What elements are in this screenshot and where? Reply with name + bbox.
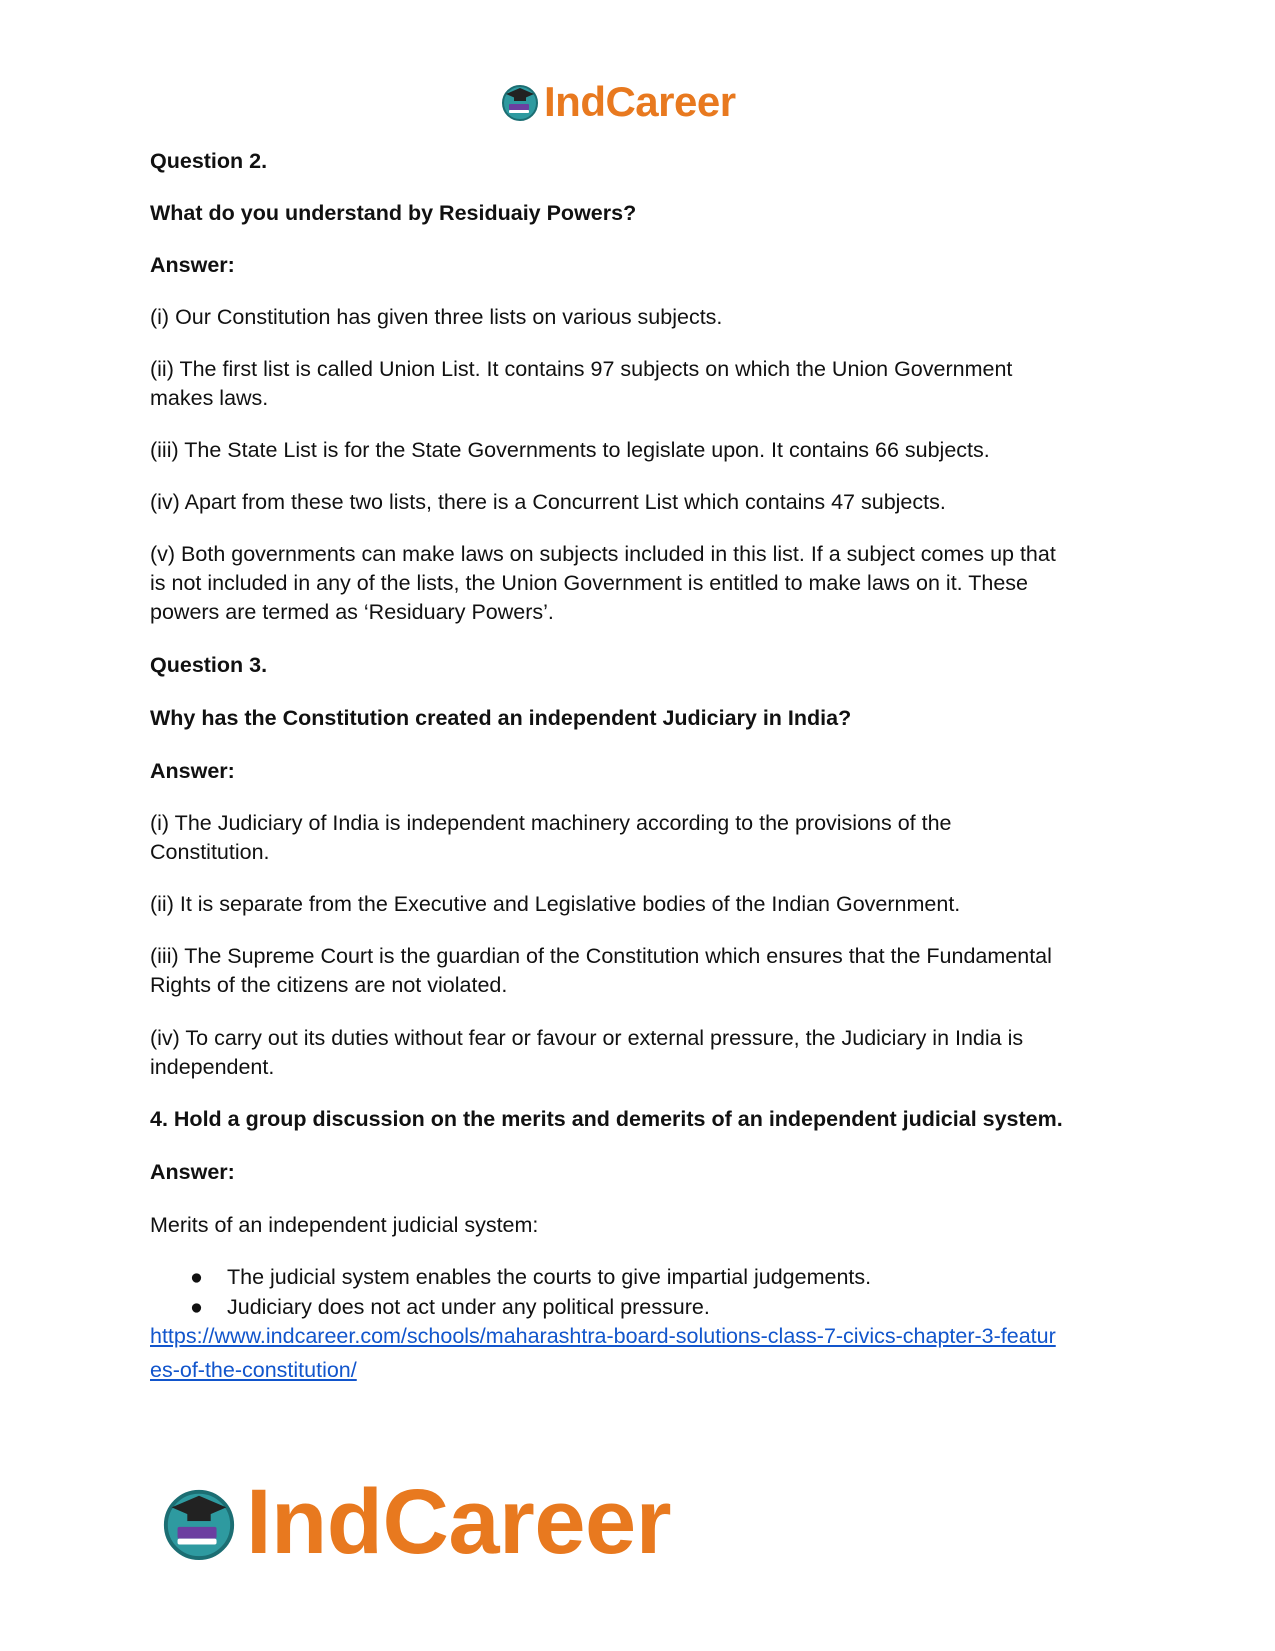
q3-answer-point-1-line-1: (i) The Judiciary of India is independent machinery according to the provisions of the [150,811,952,835]
question-4-answer-label: Answer: [150,1160,235,1184]
q3-answer-point-3-line-2: Rights of the citizens are not violated. [150,973,508,997]
q4-merits-intro: Merits of an independent judicial system: [150,1213,539,1237]
list-item-text: Judiciary does not act under any political pressure. [226,1295,710,1319]
q3-answer-point-4-line-1: (iv) To carry out its duties without fear or favour or external pressure, the Judiciary in India is [150,1026,1024,1050]
bullet-icon: ● [190,1265,203,1289]
q2-answer-point-4: (iv) Apart from these two lists, there is a Concurrent List which contains 47 subjects. [150,490,946,514]
q3-answer-point-1-line-2: Constitution. [150,840,270,864]
source-link-line-2[interactable]: es-of-the-constitution/ [150,1358,357,1382]
q3-answer-point-4-line-2: independent. [150,1055,275,1079]
logo-text: IndCareer [246,1471,671,1573]
list-item-text: The judicial system enables the courts to give impartial judgements. [226,1265,872,1289]
source-link-line-1[interactable]: https://www.indcareer.com/schools/maharashtra-board-solutions-class-7-civics-chapter-3-featur [150,1324,1056,1348]
q2-answer-point-2-line-2: makes laws. [150,386,269,410]
logo-text: IndCareer [544,78,736,125]
q3-answer-point-3-line-1: (iii) The Supreme Court is the guardian of the Constitution which ensures that the Fundamental [150,944,1052,968]
question-2-answer-label: Answer: [150,253,235,277]
list-item [190,1292,710,1323]
graduation-cap-book-globe-icon [500,82,540,122]
question-4-heading: 4. Hold a group discussion on the merits and demerits of an independent judicial system. [150,1107,1063,1131]
bullet-icon: ● [190,1295,203,1319]
q2-answer-point-3: (iii) The State List is for the State Governments to legislate upon. It contains 66 subjects. [150,438,990,462]
question-2-text: What do you understand by Residuaiy Powers? [150,201,637,225]
list-item [190,1262,871,1293]
q3-answer-point-2: (ii) It is separate from the Executive and Legislative bodies of the Indian Government. [150,892,961,916]
q2-answer-point-1: (i) Our Constitution has given three lists on various subjects. [150,305,723,329]
q2-answer-point-2-line-1: (ii) The first list is called Union List. It contains 97 subjects on which the Union Government [150,357,1013,381]
graduation-cap-book-globe-icon [160,1484,238,1562]
header-logo [500,78,736,126]
question-3-text: Why has the Constitution created an independent Judiciary in India? [150,706,852,730]
question-3-answer-label: Answer: [150,759,235,783]
q2-answer-point-5-line-2: is not included in any of the lists, the Union Government is entitled to make laws on it. These [150,571,1028,595]
q2-answer-point-5-line-1: (v) Both governments can make laws on subjects included in this list. If a subject comes up that [150,542,1056,566]
question-3-heading: Question 3. [150,653,268,677]
q2-answer-point-5-line-3: powers are termed as ‘Residuary Powers’. [150,600,554,624]
footer-logo [160,1470,671,1575]
question-2-heading: Question 2. [150,149,268,173]
